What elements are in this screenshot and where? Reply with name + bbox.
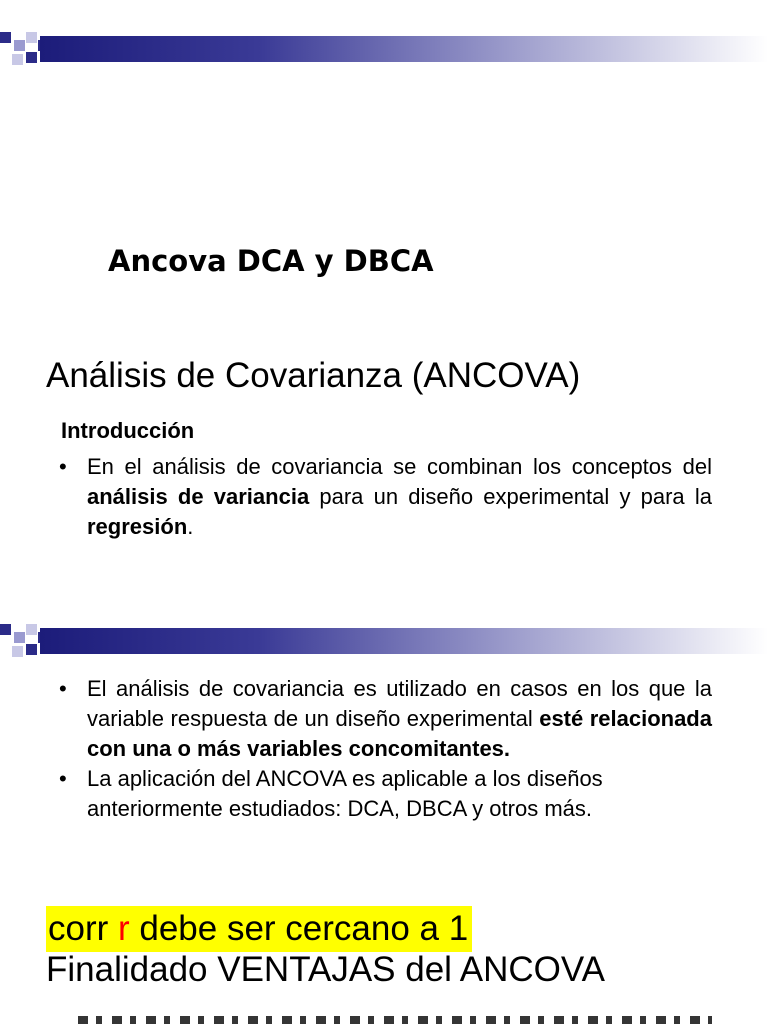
decor-square: [0, 624, 11, 635]
note-text: debe ser cercano a 1: [129, 909, 469, 948]
note-text: corr: [48, 909, 118, 948]
highlighted-note: [46, 906, 472, 952]
bullet-text: .: [187, 514, 194, 539]
list-item: [58, 452, 712, 542]
decor-square: [26, 52, 37, 63]
list-item: [58, 764, 712, 824]
bold-term: regresión: [87, 514, 188, 539]
decor-square: [14, 632, 25, 643]
bullet-text: La aplicación del ANCOVA es aplicable a los diseños anteriormente estudiados: DCA, DBCA y otros más.: [87, 766, 603, 821]
header-gradient: [40, 36, 768, 62]
list-item: [58, 674, 712, 764]
decor-square: [12, 646, 23, 657]
decor-square: [26, 624, 37, 635]
header-decoration-bar: [0, 624, 768, 660]
note-red-letter: r: [118, 909, 130, 948]
bullet-text: El análisis de covariancia es utilizado en casos en los que la variable respuesta de un diseño experimental: [87, 676, 712, 731]
section-heading-ventajas: Finalidado VENTAJAS del ANCOVA: [46, 950, 605, 989]
cut-off-text-line: [78, 1008, 712, 1024]
decor-square: [26, 32, 37, 43]
decor-square: [12, 54, 23, 65]
header-gradient: [40, 628, 768, 654]
bullet-text: En el análisis de covariancia se combinan los conceptos del: [87, 454, 712, 479]
decor-square: [26, 644, 37, 655]
bullet-text: para un diseño experimental y para la: [309, 484, 712, 509]
slide-title: Ancova DCA y DBCA: [108, 244, 434, 278]
decor-square: [0, 32, 11, 43]
header-decoration-bar: [0, 32, 768, 68]
decor-square: [14, 40, 25, 51]
bold-term: esté relacionada con una o más variables concomitantes.: [87, 706, 712, 761]
intro-bullet-list: [58, 452, 712, 542]
subheading-introduccion: Introducción: [61, 418, 195, 443]
bold-term: análisis de variancia: [87, 484, 310, 509]
ancova-bullet-list: [58, 674, 712, 824]
section-heading: Análisis de Covarianza (ANCOVA): [46, 356, 581, 395]
